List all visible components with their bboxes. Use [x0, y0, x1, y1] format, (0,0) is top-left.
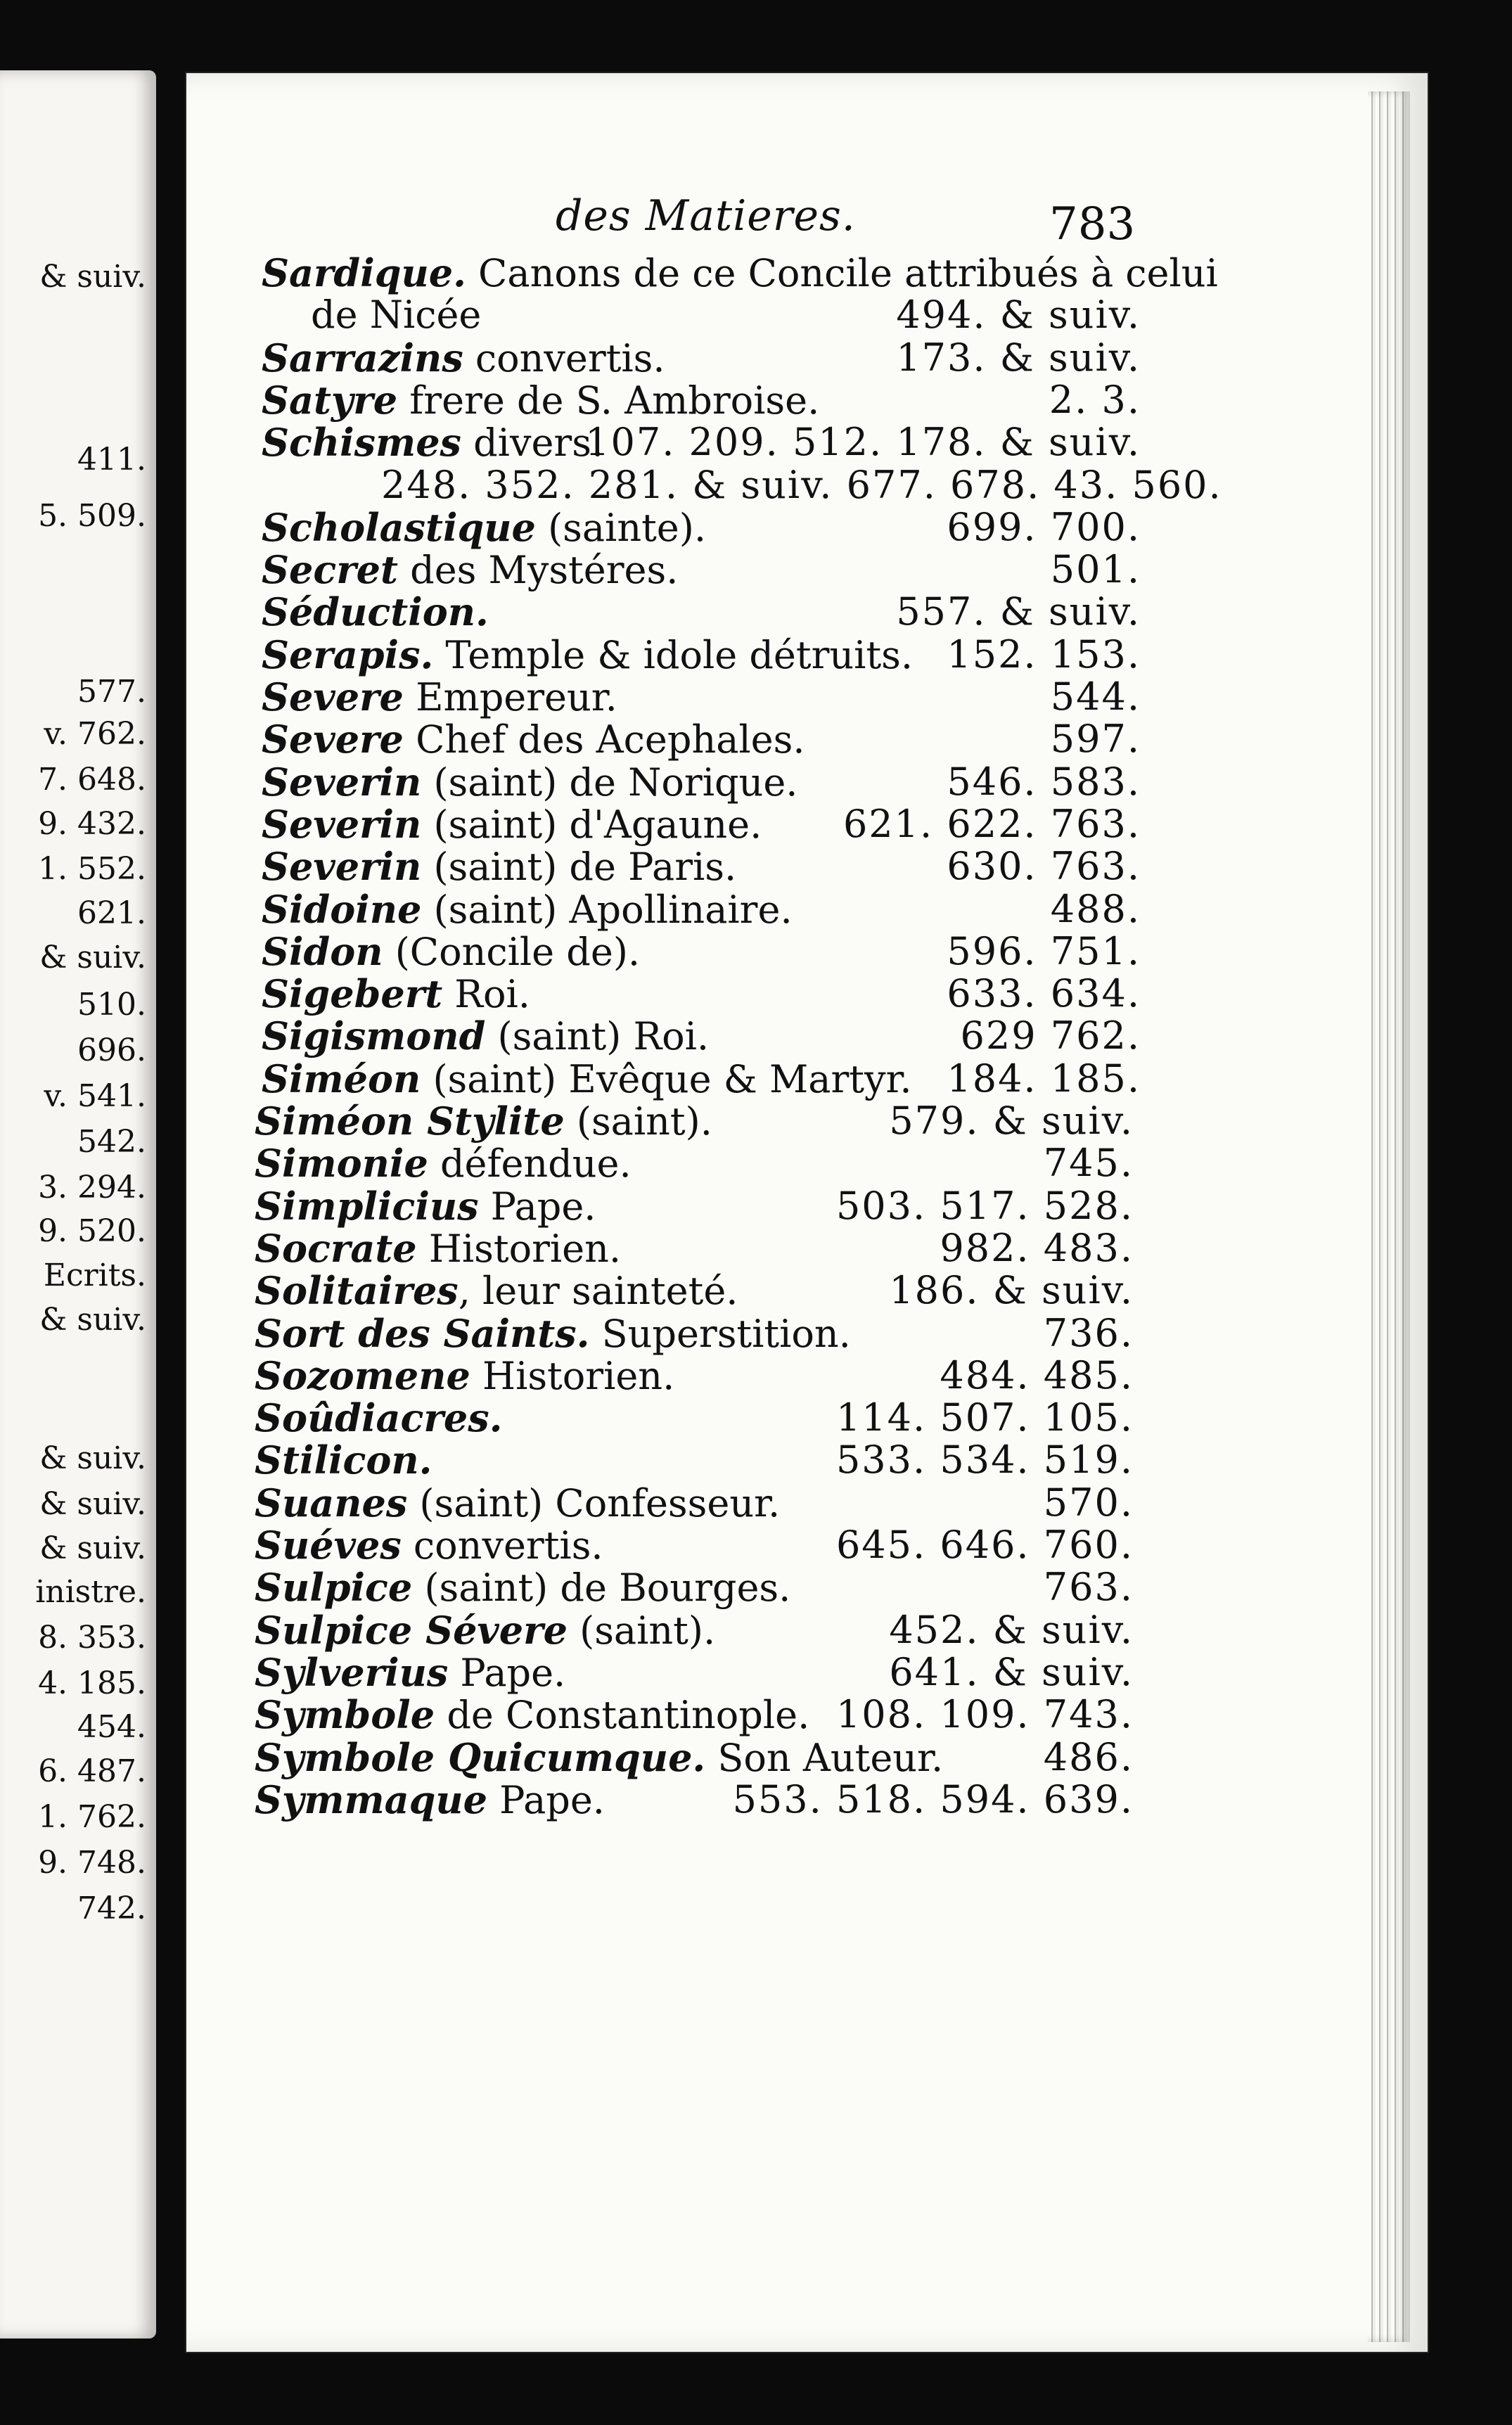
entry-text: frere de S. Ambroise.: [397, 378, 820, 423]
index-entry: [255, 1566, 1134, 1608]
index-entry: [262, 845, 1141, 888]
index-entry: [255, 1609, 1134, 1651]
entry-heading: Sidoine: [262, 887, 422, 932]
entry-page-refs: 107. 209. 512. 178. & suiv.: [585, 420, 1141, 464]
facing-page-line: 742.: [77, 1890, 146, 1926]
index-entry: [255, 1142, 1134, 1184]
entry-page-refs: 597.: [1050, 717, 1141, 761]
index-entry: [255, 1355, 1134, 1397]
index-entry: [262, 930, 1141, 973]
entry-text: (saint) de Paris.: [421, 845, 737, 889]
index-entry: [262, 549, 1141, 591]
entry-page-refs: 533. 534. 519.: [835, 1438, 1134, 1482]
entry-text: Pape.: [448, 1651, 566, 1695]
index-entry: [255, 1779, 1134, 1821]
entry-heading: Suéves: [255, 1523, 402, 1568]
facing-page-line: 621.: [77, 895, 146, 931]
entry-text: (saint) d'Agaune.: [421, 802, 762, 847]
entry-page-refs: 186. & suiv.: [889, 1268, 1134, 1312]
entry-page-refs: 557. & suiv.: [896, 589, 1141, 634]
index-entry: [255, 1651, 1134, 1694]
index-entry: [255, 1269, 1134, 1312]
entry-page-refs: 544.: [1050, 674, 1141, 719]
entry-page-refs: 553. 518. 594. 639.: [732, 1777, 1134, 1822]
entry-heading: Symmaque: [255, 1777, 488, 1822]
entry-text: Historien.: [470, 1354, 675, 1398]
entry-page-refs: 736.: [1043, 1311, 1134, 1355]
index-entry: [262, 421, 1141, 463]
entry-heading: Simonie: [255, 1141, 428, 1186]
facing-page-line: 8. 353.: [38, 1620, 146, 1656]
entry-heading: Schismes: [262, 420, 461, 465]
entry-text: Empereur.: [403, 675, 617, 719]
entry-heading: Simplicius: [255, 1184, 479, 1229]
facing-page-line: 1. 762.: [38, 1799, 146, 1835]
index-entry: [255, 1397, 1134, 1439]
entry-page-refs: 745.: [1043, 1141, 1134, 1185]
index-entry: [255, 1694, 1134, 1736]
entry-text: convertis.: [401, 1523, 603, 1568]
entry-text: Pape.: [478, 1184, 596, 1229]
facing-page-line: inistre.: [35, 1574, 146, 1610]
entry-text: (saint).: [567, 1608, 716, 1653]
entry-text: de Nicée: [311, 293, 482, 337]
entry-heading: Siméon: [262, 1056, 421, 1101]
entry-page-refs: 596. 751.: [947, 929, 1141, 973]
facing-page-line: 4. 185.: [38, 1665, 146, 1701]
entry-page-refs: 152. 153.: [947, 632, 1141, 677]
entry-page-refs: 621. 622. 763.: [843, 802, 1141, 846]
index-entry: [262, 973, 1141, 1015]
facing-page-line: 510.: [77, 987, 146, 1023]
entry-page-refs: 570.: [1043, 1480, 1134, 1525]
entry-page-refs: 641. & suiv.: [889, 1650, 1134, 1694]
entry-page-refs: 248. 352. 281. & suiv. 677. 678. 43. 560.: [381, 463, 1222, 507]
entry-page-refs: 763.: [1043, 1565, 1134, 1609]
entry-text: (saint) de Norique.: [421, 760, 798, 805]
index-entry: [255, 1736, 1134, 1779]
entry-heading: Soûdiacres.: [255, 1395, 503, 1440]
index-entry: [255, 1482, 1134, 1524]
entry-page-refs: 2. 3.: [1049, 378, 1141, 422]
index-entry: [262, 803, 1141, 845]
entry-text: Son Auteur.: [705, 1736, 944, 1780]
running-head: des Matieres.: [556, 191, 856, 241]
facing-page-line: 7. 648.: [38, 762, 146, 798]
entry-page-refs: 184. 185.: [947, 1056, 1141, 1101]
entry-text: Historien.: [416, 1227, 622, 1271]
index-entry: [255, 1227, 1134, 1269]
entry-heading: Sigismond: [262, 1013, 486, 1058]
index-entry: [255, 1185, 1134, 1227]
index-entry: [262, 463, 1222, 507]
entry-text: (saint) Confesseur.: [407, 1481, 781, 1525]
facing-page-line: 577.: [77, 674, 146, 710]
entry-heading: Scholastique: [262, 505, 536, 550]
facing-page-line: 9. 748.: [38, 1845, 146, 1881]
facing-page-line: & suiv.: [39, 259, 146, 295]
index-entry: [262, 506, 1141, 549]
entry-text: Chef des Acephales.: [403, 717, 805, 762]
entry-text: (sainte).: [535, 506, 706, 550]
entry-heading: Sort des Saints.: [255, 1311, 590, 1356]
entry-page-refs: 982. 483.: [940, 1226, 1134, 1270]
index-entry: [255, 1100, 1134, 1142]
index-entry: [255, 1524, 1134, 1566]
entry-text: (saint) Apollinaire.: [421, 888, 793, 932]
entry-page-refs: 452. & suiv.: [889, 1608, 1134, 1652]
entry-heading: Severin: [262, 844, 422, 889]
entry-text: (Concile de).: [383, 930, 641, 974]
entry-heading: Severe: [262, 717, 404, 762]
index-entry: [262, 379, 1141, 421]
entry-heading: Symbole: [255, 1692, 435, 1737]
index-entry: [255, 1312, 1134, 1355]
entry-text: Roi.: [442, 972, 530, 1016]
entry-text: des Mystéres.: [397, 548, 679, 592]
index-entry: [262, 634, 1141, 676]
entry-page-refs: 486.: [1043, 1735, 1134, 1779]
entry-page-refs: 699. 700.: [947, 505, 1141, 549]
entry-heading: Sigebert: [262, 971, 443, 1016]
facing-page-line: v. 541.: [44, 1078, 146, 1114]
entry-page-refs: 494. & suiv.: [896, 293, 1141, 337]
entry-text: (saint) Roi.: [485, 1014, 710, 1058]
entry-text: Canons de ce Concile attribués à celui: [466, 251, 1218, 295]
entry-heading: Suanes: [255, 1480, 408, 1525]
entry-text: , leur sainteté.: [458, 1269, 738, 1313]
entry-page-refs: 173. & suiv.: [896, 335, 1141, 380]
entry-page-refs: 645. 646. 760.: [835, 1523, 1134, 1567]
index-entry: [262, 888, 1141, 930]
page-number: 783: [1049, 198, 1136, 250]
entry-page-refs: 484. 485.: [940, 1353, 1134, 1397]
entry-text: (saint) de Bourges.: [412, 1566, 791, 1610]
index-entry: [255, 1439, 1134, 1481]
entry-page-refs: 546. 583.: [947, 760, 1141, 804]
index-entry: [262, 250, 1218, 295]
facing-page-line: 9. 520.: [38, 1213, 146, 1249]
entry-heading: Severin: [262, 760, 422, 805]
entry-text: Pape.: [487, 1778, 605, 1822]
entry-page-refs: 501.: [1050, 547, 1141, 591]
entry-page-refs: 633. 634.: [947, 971, 1141, 1016]
page-edge: [1368, 91, 1410, 2342]
entry-page-refs: 579. & suiv.: [889, 1099, 1134, 1143]
entry-heading: Sarrazins: [262, 335, 463, 380]
entry-heading: Sozomene: [255, 1353, 470, 1398]
entry-heading: Severe: [262, 674, 404, 719]
entry-heading: Serapis.: [262, 632, 434, 677]
entry-heading: Séduction.: [262, 589, 489, 634]
entry-heading: Stilicon.: [255, 1438, 433, 1483]
entry-text: (saint).: [564, 1099, 712, 1144]
facing-page-line: 1. 552.: [38, 851, 146, 887]
index-entry: [262, 337, 1141, 379]
facing-page-line: v. 762.: [44, 716, 146, 752]
facing-page-line: 411.: [77, 442, 146, 478]
index-entry: [262, 718, 1141, 760]
facing-page-line: & suiv.: [39, 1302, 146, 1338]
facing-page-line: 9. 432.: [38, 806, 146, 842]
entry-heading: Solitaires: [255, 1268, 459, 1313]
entry-page-refs: 630. 763.: [947, 844, 1141, 888]
entry-heading: Sulpice Sévere: [255, 1608, 568, 1653]
entry-page-refs: 114. 507. 105.: [835, 1395, 1134, 1440]
entry-text: Superstition.: [589, 1312, 851, 1356]
entry-heading: Sidon: [262, 929, 383, 974]
facing-page-line: & suiv.: [39, 1486, 146, 1522]
entry-page-refs: 108. 109. 743.: [835, 1692, 1134, 1736]
index-entry: [262, 761, 1141, 803]
entry-heading: Sylverius: [255, 1650, 449, 1695]
entry-heading: Symbole Quicumque.: [255, 1735, 706, 1780]
facing-page-line: 3. 294.: [38, 1170, 146, 1205]
entry-heading: Sardique.: [262, 250, 466, 295]
entry-heading: Siméon Stylite: [255, 1099, 565, 1144]
entry-page-refs: 488.: [1050, 887, 1141, 931]
facing-page-line: & suiv.: [39, 1440, 146, 1476]
entry-heading: Satyre: [262, 378, 398, 423]
entry-text: défendue.: [428, 1141, 632, 1186]
index-entry: [262, 676, 1141, 718]
entry-text: (saint) Evêque & Martyr.: [421, 1057, 912, 1101]
entry-page-refs: 629 762.: [960, 1013, 1141, 1058]
entry-page-refs: 503. 517. 528.: [835, 1184, 1134, 1228]
index-entry: [262, 294, 1141, 336]
index-entry: [262, 1058, 1141, 1100]
facing-page-line: 454.: [77, 1709, 146, 1745]
entry-heading: Secret: [262, 547, 398, 592]
entry-text: divers.: [461, 421, 604, 465]
entry-heading: Sulpice: [255, 1565, 413, 1610]
facing-page-line: 5. 509.: [38, 498, 146, 534]
entry-heading: Severin: [262, 802, 422, 847]
entry-text: de Constantinople.: [435, 1693, 810, 1737]
index-entry: [262, 1015, 1141, 1057]
entry-text: convertis.: [463, 336, 665, 380]
facing-page-line: 696.: [77, 1032, 146, 1068]
facing-page-line: 542.: [77, 1124, 146, 1160]
entry-text: Temple & idole détruits.: [433, 633, 914, 677]
index-entry: [262, 591, 1141, 633]
facing-page-line: & suiv.: [39, 940, 146, 975]
facing-page-line: & suiv.: [39, 1530, 146, 1566]
facing-page-line: 6. 487.: [38, 1753, 146, 1789]
facing-page-line: Ecrits.: [43, 1258, 146, 1293]
entry-heading: Socrate: [255, 1226, 417, 1271]
